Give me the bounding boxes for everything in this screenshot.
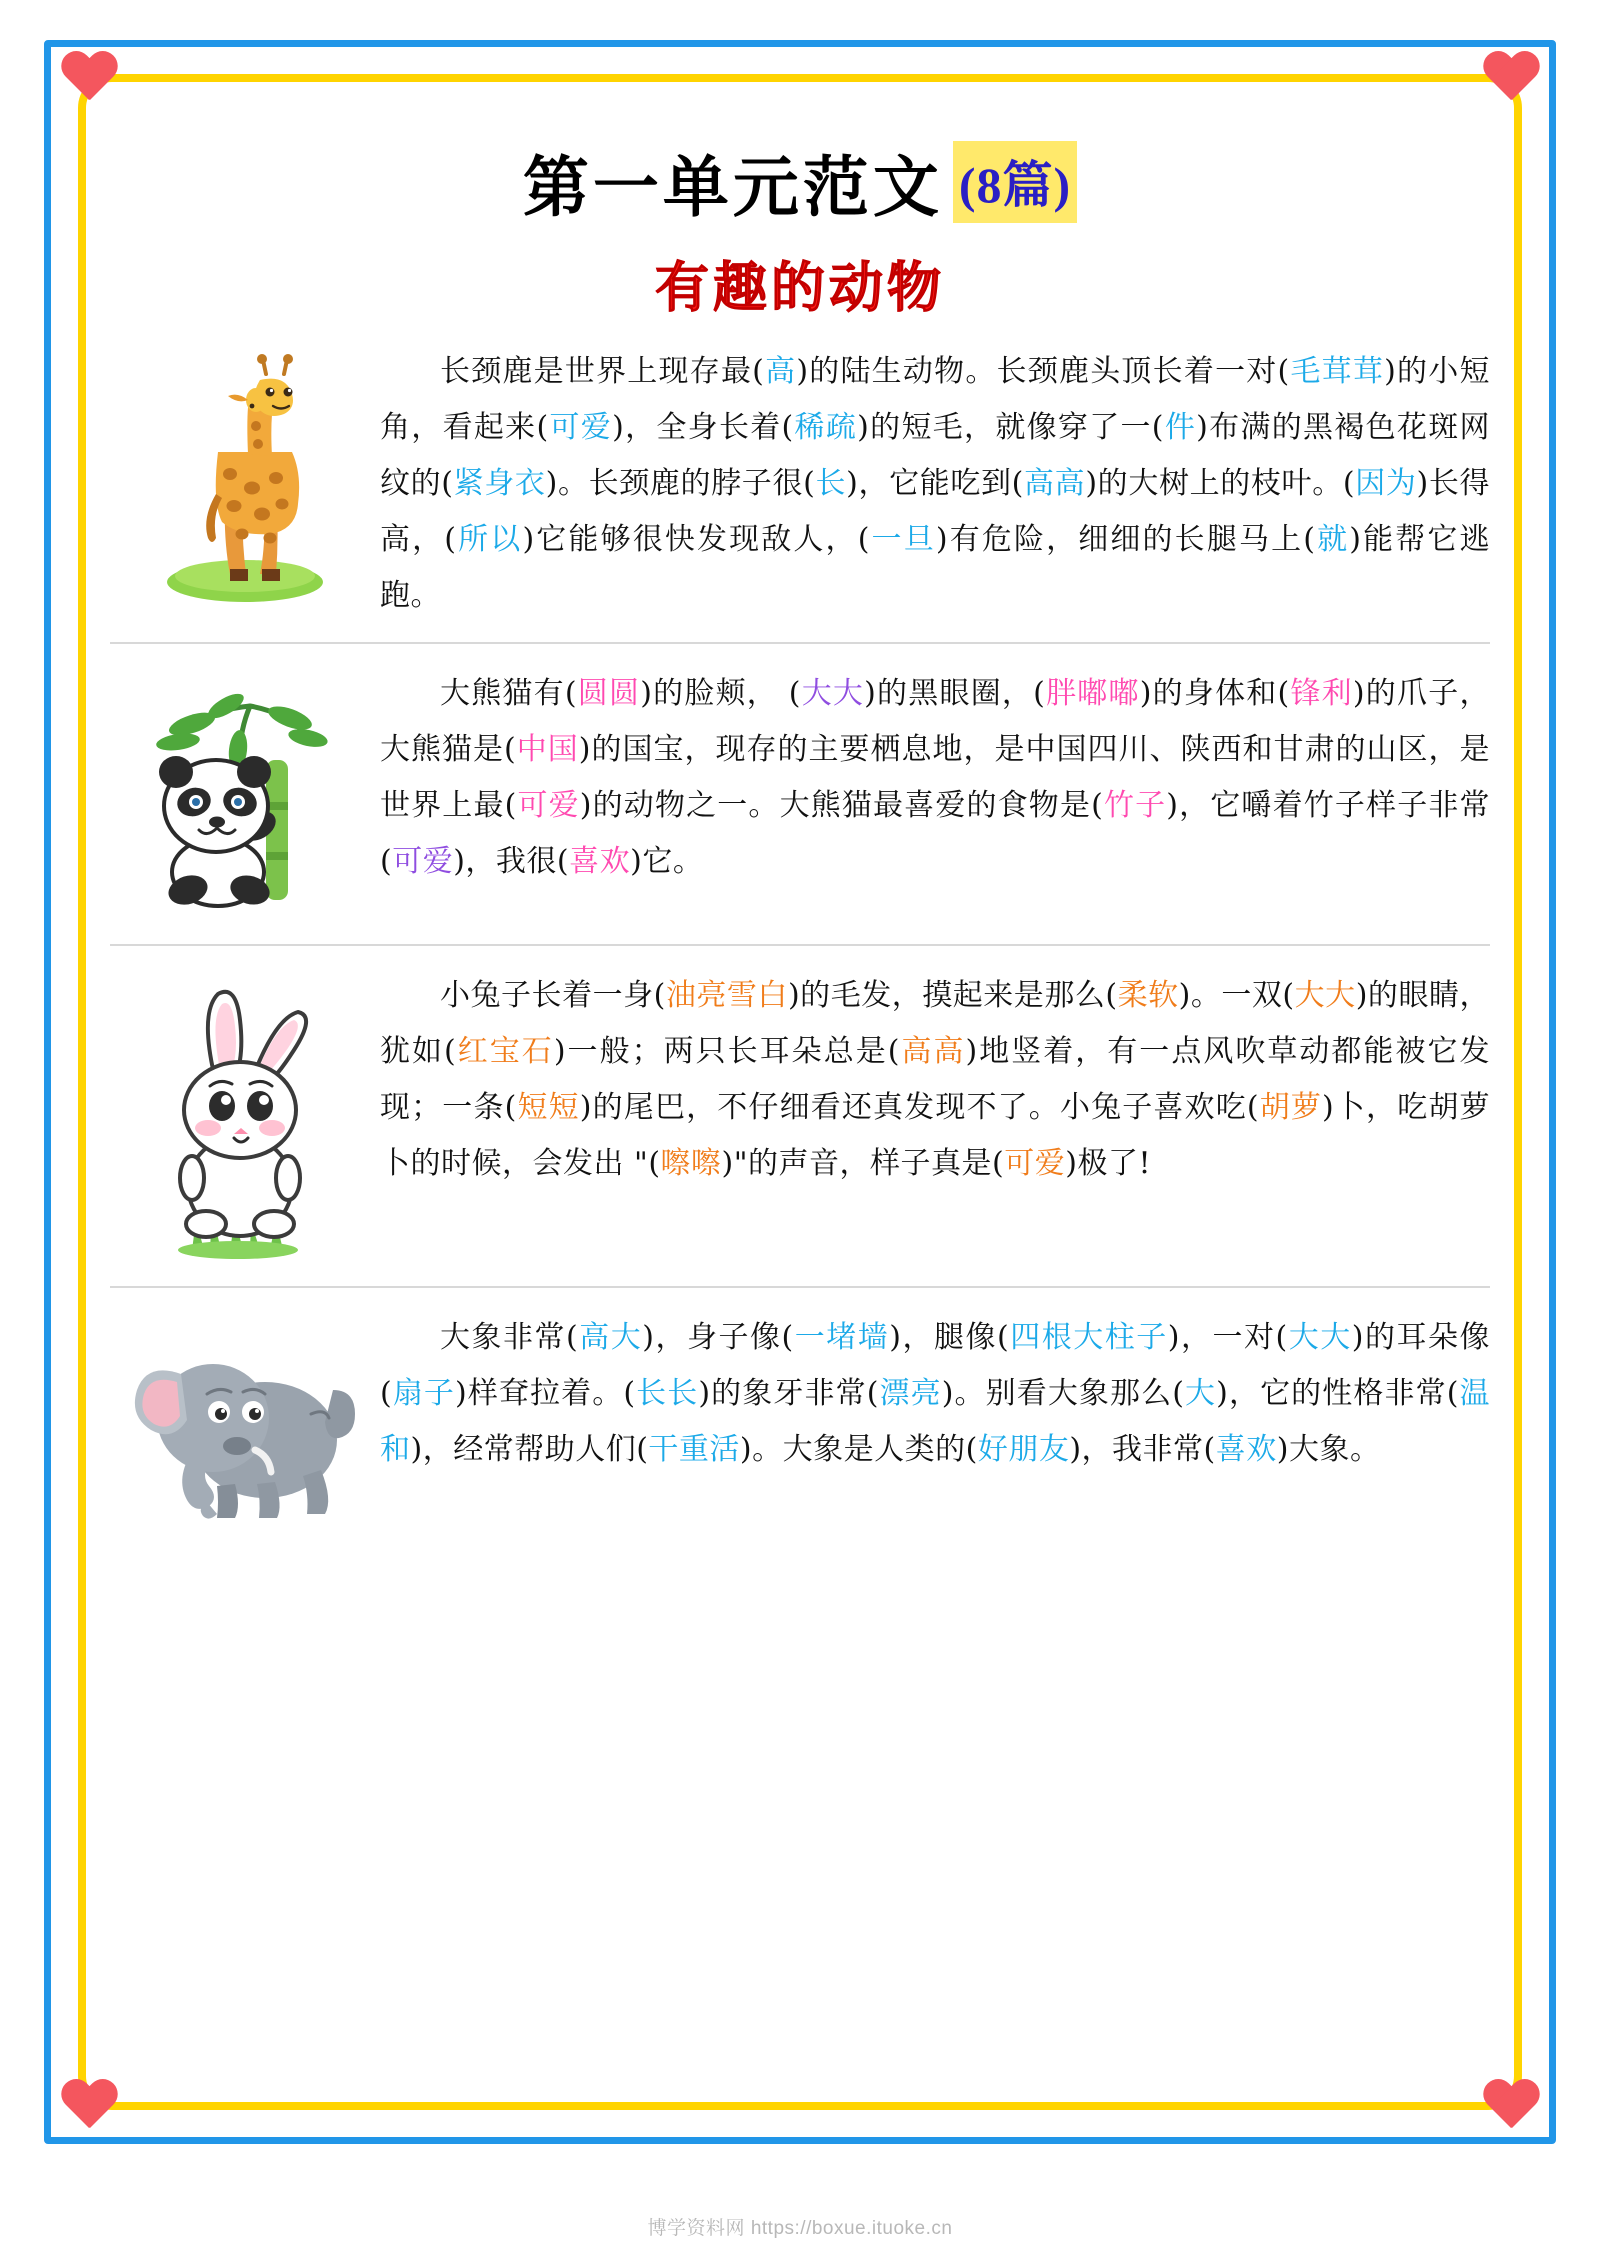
heart-icon-top-left [60, 52, 118, 106]
highlighted-word: 喜欢 [569, 844, 631, 879]
highlighted-word: 大大 [1294, 978, 1356, 1013]
highlighted-word: 竹子 [1103, 788, 1167, 823]
text-run: )的象牙非常( [698, 1376, 879, 1411]
text-run: )样耷拉着。( [455, 1376, 636, 1411]
text-run: )，一对( [1167, 1320, 1288, 1355]
highlighted-word: 嚓嚓 [660, 1146, 722, 1181]
text-run: )，经常帮助人们( [410, 1432, 649, 1467]
text-run: )的国宝，现存的主要栖息地，是中国四川、陕西和甘肃的山区，是世界上最( [380, 732, 1490, 823]
text-run: )，身子像( [642, 1320, 794, 1355]
text-run: )的耳朵像( [380, 1320, 1491, 1411]
text-run: )。大象是人类的( [739, 1432, 978, 1467]
highlighted-word: 扇子 [392, 1376, 456, 1411]
highlighted-word: 一旦 [869, 522, 936, 557]
essay-text-elephant [380, 1310, 1490, 1478]
text-run: )极了! [1065, 1146, 1152, 1181]
heart-icon-bottom-right [1482, 2080, 1540, 2134]
panda-illustration [110, 666, 380, 926]
highlighted-word: 高 [764, 354, 797, 389]
text-run: )一般；两只长耳朵总是( [553, 1034, 900, 1069]
highlighted-word: 大 [1184, 1376, 1217, 1411]
text-run: )长得高，( [380, 466, 1490, 557]
highlighted-word: 大大 [1287, 1320, 1352, 1355]
highlighted-word: 胖嘟嘟 [1045, 676, 1140, 711]
highlighted-word: 中国 [516, 732, 579, 767]
text-run: )的脸颊， ( [640, 676, 801, 711]
text-run: )卜，吃胡萝卜的时候，会发出 "( [380, 1090, 1490, 1181]
highlighted-word: 一堵墙 [793, 1320, 890, 1355]
highlighted-word: 所以 [456, 522, 523, 557]
page-title [110, 134, 1490, 229]
essay-section [110, 642, 1490, 944]
text-run: )能帮它逃跑。 [380, 522, 1491, 613]
text-run: )地竖着，有一点风吹草动都能被它发现；一条( [380, 1034, 1490, 1125]
highlighted-word: 胡萝 [1259, 1090, 1323, 1125]
title-count-badge: (8篇) [953, 141, 1077, 223]
text-run: 大熊猫有( [440, 676, 578, 711]
text-run: )的爪子，大熊猫是( [380, 676, 1490, 767]
highlighted-word: 油亮雪白 [665, 978, 788, 1013]
text-run: )它。 [630, 844, 704, 879]
title-main-text: 第一单元范文 [522, 152, 943, 225]
text-run: )。别看大象那么( [941, 1376, 1185, 1411]
elephant-illustration [110, 1310, 380, 1540]
essay-section [110, 944, 1490, 1286]
highlighted-word: 毛茸茸 [1289, 354, 1385, 389]
text-run: )，全身长着( [612, 410, 794, 445]
text-run: )，它能吃到( [846, 466, 1024, 501]
text-run: 大象非常( [440, 1320, 579, 1355]
text-run: )有危险，细细的长腿马上( [935, 522, 1316, 557]
text-run: )它能够很快发现敌人，( [522, 522, 870, 557]
text-run: 长颈鹿是世界上现存最( [440, 354, 765, 389]
highlighted-word: 高高 [899, 1034, 966, 1069]
essay-section [110, 1286, 1490, 1558]
giraffe-illustration [110, 344, 380, 614]
text-run: )的黑眼圈，( [864, 676, 1046, 711]
text-run: )大象。 [1276, 1432, 1381, 1467]
heart-icon-bottom-left [60, 2080, 118, 2134]
highlighted-word: 红宝石 [456, 1034, 554, 1069]
highlighted-word: 高高 [1023, 466, 1086, 501]
text-run: )的短毛，就像穿了一( [857, 410, 1165, 445]
highlighted-word: 高大 [578, 1320, 643, 1355]
watermark: 博学资料网 https://boxue.ituoke.cn [647, 2218, 953, 2239]
rabbit-illustration [110, 968, 380, 1268]
highlighted-word: 四根大柱子 [1009, 1320, 1168, 1355]
essay-text-panda [380, 666, 1490, 890]
essay-section [110, 322, 1490, 642]
text-run: 小兔子长着一身( [440, 978, 666, 1013]
text-run: )布满的黑褐色花斑网纹的( [380, 410, 1490, 501]
text-run: )的陆生动物。长颈鹿头顶长着一对( [796, 354, 1290, 389]
highlighted-word: 漂亮 [878, 1376, 942, 1411]
highlighted-word: 可爱 [1004, 1146, 1066, 1181]
text-run: )，它的性格非常( [1216, 1376, 1459, 1411]
highlighted-word: 可爱 [516, 788, 580, 823]
text-run: )，腿像( [889, 1320, 1010, 1355]
text-run: )。长颈鹿的脖子很( [545, 466, 816, 501]
highlighted-word: 喜欢 [1215, 1432, 1277, 1467]
text-run: )，它嚼着竹子样子非常( [380, 788, 1490, 879]
highlighted-word: 长长 [635, 1376, 699, 1411]
heart-icon-top-right [1482, 52, 1540, 106]
highlighted-word: 干重活 [648, 1432, 740, 1467]
highlighted-word: 温和 [380, 1376, 1491, 1467]
text-run: )的尾巴，不仔细看还真发现不了。小兔子喜欢吃( [579, 1090, 1260, 1125]
highlighted-word: 锋利 [1289, 676, 1353, 711]
highlighted-word: 就 [1315, 522, 1350, 557]
highlighted-word: 稀疏 [793, 410, 858, 445]
highlighted-word: 因为 [1355, 466, 1417, 501]
text-run: )。一双( [1178, 978, 1295, 1013]
highlighted-word: 短短 [516, 1090, 580, 1125]
highlighted-word: 长 [815, 466, 847, 501]
text-run: )的身体和( [1139, 676, 1290, 711]
text-run: )的小短角，看起来( [380, 354, 1490, 445]
highlighted-word: 柔软 [1117, 978, 1179, 1013]
highlighted-word: 可爱 [392, 844, 454, 879]
text-run: )，我非常( [1069, 1432, 1216, 1467]
highlighted-word: 圆圆 [577, 676, 641, 711]
text-run: )的毛发，摸起来是那么( [787, 978, 1118, 1013]
essay-text-giraffe [380, 344, 1490, 624]
text-run: )，我很( [453, 844, 570, 879]
highlighted-word: 可爱 [548, 410, 613, 445]
content-area [110, 110, 1490, 2092]
text-run: )的大树上的枝叶。( [1085, 466, 1356, 501]
highlighted-word: 大大 [800, 676, 865, 711]
essay-text-rabbit [380, 968, 1490, 1192]
highlighted-word: 件 [1164, 410, 1197, 445]
text-run: )"的声音，样子真是( [721, 1146, 1005, 1181]
text-run: )的动物之一。大熊猫最喜爱的食物是( [579, 788, 1104, 823]
highlighted-word: 紧身衣 [453, 466, 546, 501]
text-run: )的眼睛，犹如( [380, 978, 1490, 1069]
page-subtitle: 有趣的动物 [655, 258, 945, 318]
highlighted-word: 好朋友 [977, 1432, 1070, 1467]
